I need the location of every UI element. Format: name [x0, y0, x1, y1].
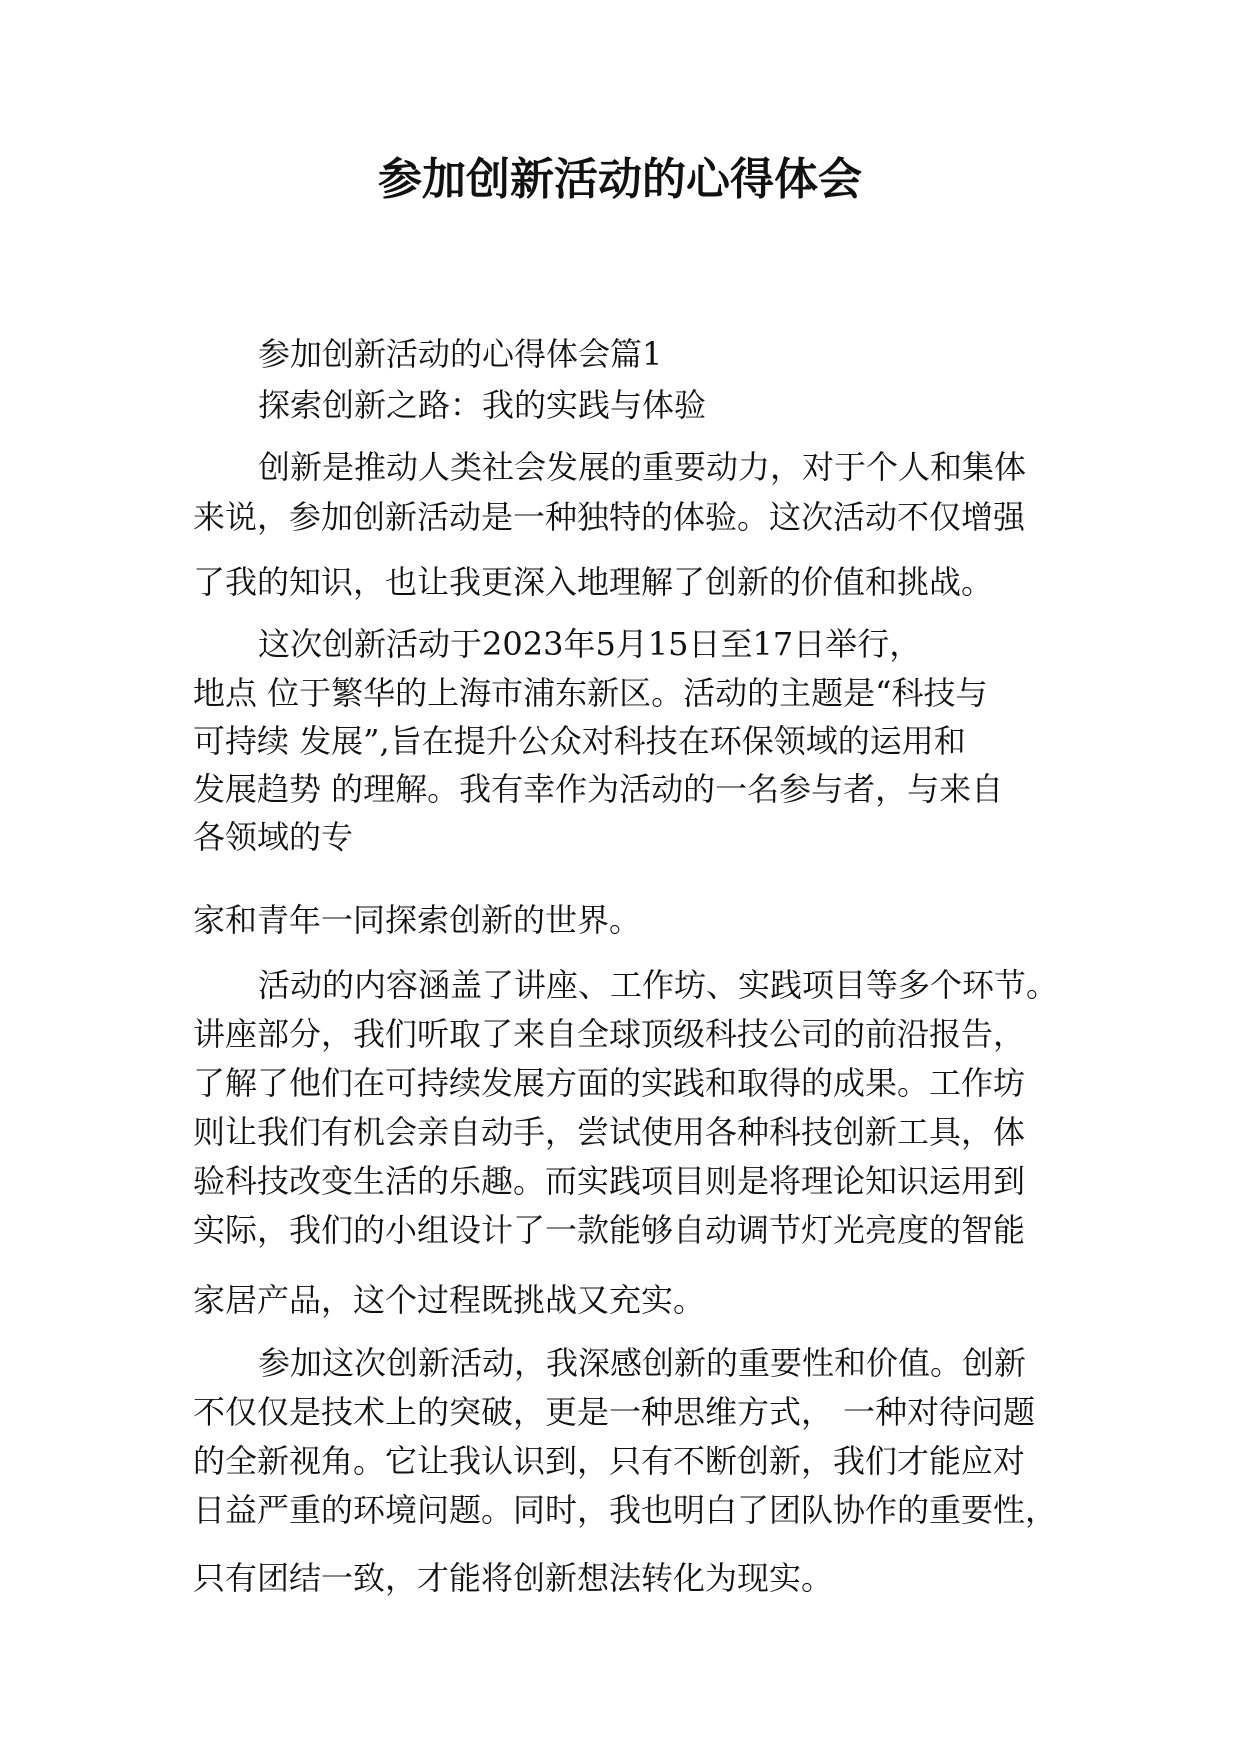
- paragraph-line: 参加这次创新活动，我深感创新的重要性和价值。创新: [258, 1344, 1027, 1382]
- paragraph-line: 验科技改变生活的乐趣。而实践项目则是将理论知识运用到: [193, 1162, 1026, 1200]
- paragraph-line: 只有团结一致，才能将创新想法转化为现实。: [193, 1559, 834, 1597]
- section-heading: 参加创新活动的心得体会篇1: [258, 335, 663, 373]
- paragraph-line: 讲座部分，我们听取了来自全球顶级科技公司的前沿报告，: [193, 1015, 1026, 1053]
- paragraph-line: 活动的内容涵盖了讲座、工作坊、实践项目等多个环节。: [258, 966, 1059, 1004]
- paragraph-line: 不仅仅是技术上的突破，更是一种思维方式， 一种对待问题: [193, 1393, 1036, 1431]
- document-title: 参加创新活动的心得体会: [378, 154, 862, 205]
- paragraph-line: 日益严重的环境问题。同时，我也明白了团队协作的重要性，: [193, 1491, 1058, 1529]
- paragraph-line: 来说，参加创新活动是一种独特的体验。这次活动不仅增强: [193, 498, 1026, 536]
- paragraph-line: 的全新视角。它让我认识到，只有不断创新，我们才能应对: [193, 1442, 1026, 1480]
- paragraph-line: 了解了他们在可持续发展方面的实践和取得的成果。工作坊: [193, 1064, 1026, 1102]
- paragraph-line: 地点 位于繁华的上海市浦东新区。活动的主题是“科技与: [193, 674, 988, 712]
- paragraph-line: 创新是推动人类社会发展的重要动力，对于个人和集体: [258, 448, 1027, 486]
- paragraph-line: 各领域的专: [193, 818, 354, 856]
- paragraph-line: 则让我们有机会亲自动手，尝试使用各种科技创新工具，体: [193, 1113, 1026, 1151]
- paragraph-line: 家和青年一同探索创新的世界。: [193, 901, 642, 939]
- paragraph-line: 这次创新活动于2023年5月15日至17日举行，: [258, 625, 922, 663]
- paragraph-line: 发展趋势 的理解。我有幸作为活动的一名参与者，与来自: [193, 770, 1004, 808]
- paragraph-line: 了我的知识，也让我更深入地理解了创新的价值和挑战。: [193, 563, 994, 601]
- paragraph-line: 可持续 发展”,旨在提升公众对科技在环保领域的运用和: [193, 722, 966, 760]
- paragraph-line: 实际，我们的小组设计了一款能够自动调节灯光亮度的智能: [193, 1211, 1026, 1249]
- paragraph-line: 家居产品，这个过程既挑战又充实。: [193, 1281, 706, 1319]
- section-subtitle: 探索创新之路：我的实践与体验: [258, 386, 707, 424]
